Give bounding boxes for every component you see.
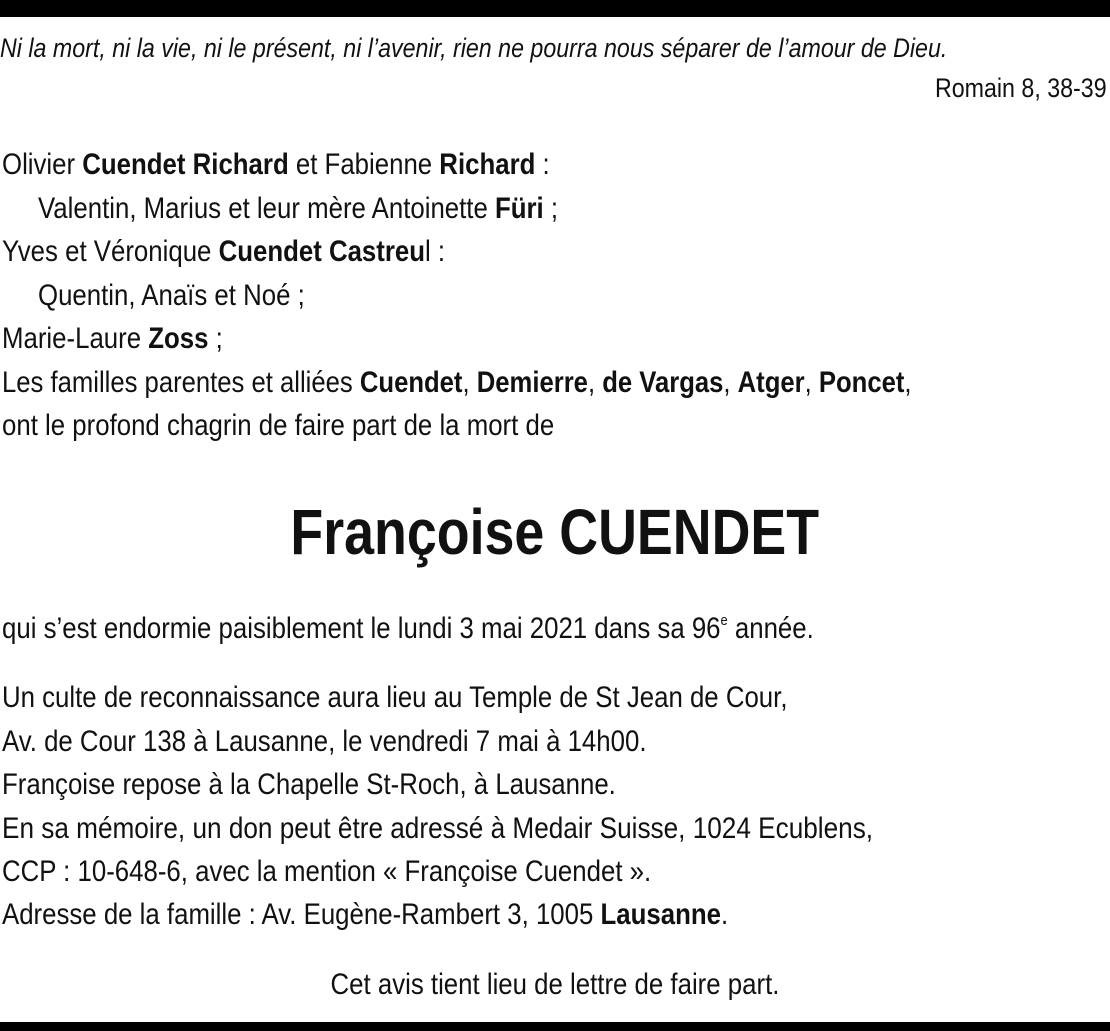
- separator: ,: [904, 366, 912, 399]
- family-name-de-vargas: de Vargas: [602, 366, 724, 399]
- family-address-line: [2, 898, 728, 932]
- top-border-rule: [0, 0, 1110, 17]
- rest-location-line: Françoise repose à la Chapelle St-Roch, à Lausanne.: [2, 768, 616, 801]
- family-line-3-text: l :: [425, 235, 446, 268]
- family-name-cuendet-richard: Cuendet Richard: [82, 148, 289, 181]
- family-name-cuendet-castreul: Cuendet Castreu: [218, 235, 426, 268]
- family-line-7-text: ont le profond chagrin de faire part de la mort de: [2, 409, 555, 442]
- family-address-city: Lausanne: [600, 898, 721, 931]
- service-line-1: Un culte de reconnaissance aura lieu au Temple de St Jean de Cour,: [2, 681, 788, 714]
- family-name-richard: Richard: [439, 148, 536, 181]
- separator: ,: [462, 366, 477, 399]
- ccp-line: CCP : 10-648-6, avec la mention « Françoise Cuendet ».: [2, 855, 652, 888]
- closing-text: Cet avis tient lieu de lettre de faire part.: [330, 968, 780, 1001]
- family-name-poncet: Poncet: [818, 366, 905, 399]
- family-line-5: [2, 322, 223, 356]
- bible-verse: Ni la mort, ni la vie, ni le présent, ni l’avenir, rien ne pourra nous séparer de l’amour de Dieu.: [0, 33, 948, 63]
- service-line-2: Av. de Cour 138 à Lausanne, le vendredi 7 mai à 14h00.: [2, 725, 647, 758]
- family-line-5-text: Marie-Laure: [2, 322, 149, 355]
- family-line-1-text: Olivier: [2, 148, 83, 181]
- deceased-name: Françoise CUENDET: [290, 496, 820, 568]
- death-announcement: [2, 612, 814, 646]
- family-address-text: .: [720, 898, 729, 931]
- donation-line: En sa mémoire, un don peut être adressé à Medair Suisse, 1024 Ecublens,: [2, 812, 874, 845]
- bible-verse-reference: Romain 8, 38-39: [935, 73, 1107, 103]
- separator: ,: [804, 366, 819, 399]
- family-address-text: Adresse de la famille : Av. Eugène-Rambert 3, 1005: [2, 898, 601, 931]
- family-line-4-text: Quentin, Anaïs et Noé ;: [38, 279, 305, 312]
- family-line-6: [2, 366, 912, 400]
- family-line-1-text: et Fabienne: [288, 148, 440, 181]
- bottom-border-rule: [0, 1022, 1110, 1031]
- separator: ,: [587, 366, 603, 399]
- family-line-4: [38, 279, 305, 313]
- death-text: qui s’est endormie paisiblement le lundi 3 mai 2021 dans sa 96: [2, 612, 721, 645]
- ordinal-superscript: e: [720, 612, 728, 629]
- family-line-1-text: :: [535, 148, 550, 181]
- family-name-atger: Atger: [737, 366, 805, 399]
- closing-note: [0, 968, 1110, 1002]
- family-line-5-text: ;: [208, 322, 223, 355]
- family-line-2-text: Valentin, Marius et leur mère Antoinette: [38, 192, 495, 225]
- deceased-name-heading: [0, 494, 1110, 570]
- family-line-3-text: Yves et Véronique: [2, 235, 219, 268]
- family-name-cuendet: Cuendet: [359, 366, 463, 399]
- family-line-2-text: ;: [543, 192, 559, 225]
- family-line-6-text: Les familles parentes et alliées: [2, 366, 360, 399]
- family-name-demierre: Demierre: [476, 366, 588, 399]
- death-text: année.: [727, 612, 814, 645]
- family-line-2: [38, 192, 558, 226]
- family-line-7: [2, 409, 554, 443]
- family-line-1: [2, 148, 550, 182]
- separator: ,: [723, 366, 738, 399]
- family-name-zoss: Zoss: [148, 322, 209, 355]
- family-name-furi: Füri: [494, 192, 544, 225]
- family-line-3: [2, 235, 445, 269]
